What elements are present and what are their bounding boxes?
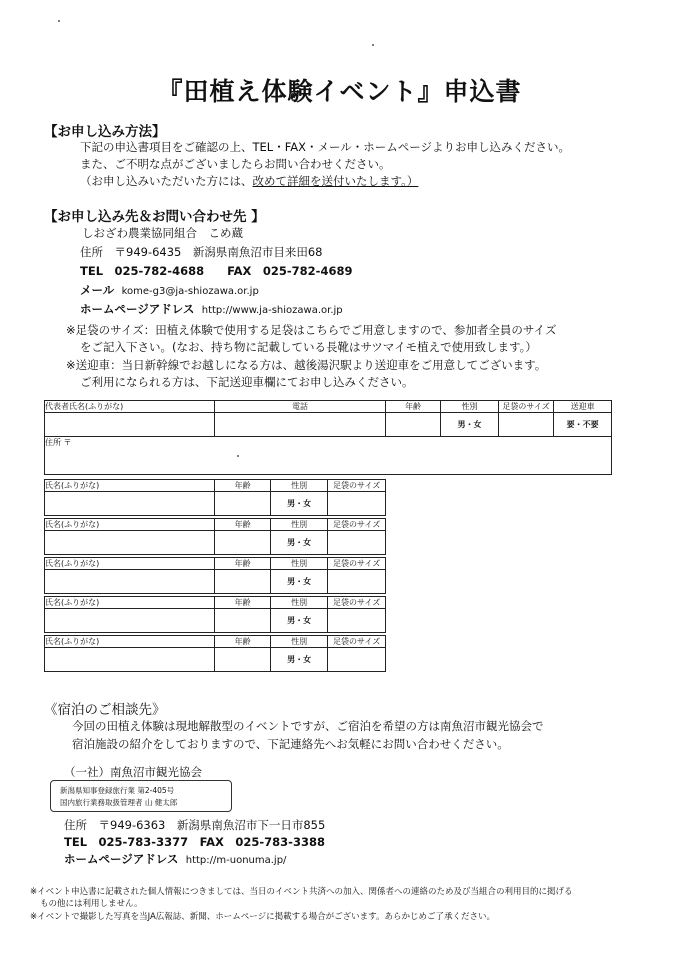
participant-tabi-field[interactable] xyxy=(328,492,386,516)
participant-name-field[interactable] xyxy=(45,609,215,633)
participant-tabi-field[interactable] xyxy=(328,570,386,594)
participant-age-field[interactable] xyxy=(215,609,271,633)
tabi-header: 足袋のサイズ xyxy=(498,401,554,413)
shuttle-header: 送迎車 xyxy=(554,401,612,413)
participant-table-4 xyxy=(44,596,386,633)
contact-heading: 【お申し込み先＆お問い合わせ先 】 xyxy=(44,209,265,225)
page-title: 『田植え体験イベント』申込書 xyxy=(157,77,522,106)
participant-age-label: 年齢 xyxy=(215,519,271,531)
contact-tel-fax: TEL 025-782-4688 FAX 025-782-4689 xyxy=(80,264,353,278)
participant-gender-label: 性別 xyxy=(270,480,328,492)
note-bus-1: ※送迎車：当日新幹線でお越しになる方は、越後湯沢駅より送迎車をご用意してございます。 xyxy=(66,358,547,372)
participant-gender-label: 性別 xyxy=(270,636,328,648)
participant-gender-label: 性別 xyxy=(270,558,328,570)
gender-header: 性別 xyxy=(441,401,499,413)
participant-tabi-label: 足袋のサイズ xyxy=(328,480,386,492)
participant-tabi-field[interactable] xyxy=(328,648,386,672)
rep-gender-options[interactable]: 男・女 xyxy=(441,413,499,437)
footer-note-1: ※イベント申込書に記載された個人情報につきましては、当日のイベント共済への加入、関係者への連絡のため及び当組合の利用目的に掲げる xyxy=(30,887,573,897)
rep-name-header: 代表者氏名(ふりがな) xyxy=(45,401,215,413)
participant-name-label: 氏名(ふりがな) xyxy=(45,558,215,570)
representative-table xyxy=(44,400,612,475)
participant-age-field[interactable] xyxy=(215,492,271,516)
note-bus-2: ご利用になられる方は、下記送迎車欄にてお申し込みください。 xyxy=(80,375,414,389)
footer-note-3: ※イベントで撮影した写真を当JA広報誌、新聞、ホームページに掲載する場合がございます。あらかじめご了承ください。 xyxy=(30,912,495,922)
note-tabi-2: をご記入下さい。(なお、持ち物に記載している長靴はサツマイモ植えで使用致します。） xyxy=(80,340,537,354)
lodging-heading: 《宿泊のご相談先》 xyxy=(44,702,166,718)
participant-age-label: 年齢 xyxy=(215,480,271,492)
participant-name-label: 氏名(ふりがな) xyxy=(45,519,215,531)
mail-label: メール xyxy=(80,283,115,297)
contact-address: 住所 〒949-6435 新潟県南魚沼市目来田68 xyxy=(80,245,323,259)
participant-tabi-label: 足袋のサイズ xyxy=(328,519,386,531)
participant-name-field[interactable] xyxy=(45,648,215,672)
participant-name-label: 氏名(ふりがな) xyxy=(45,636,215,648)
method-heading: 【お申し込み方法】 xyxy=(44,124,166,140)
address-field[interactable]: 住所 〒 xyxy=(45,437,612,475)
participant-gender-options[interactable]: 男・女 xyxy=(270,648,328,672)
mail-address: kome-g3@ja-shiozawa.or.jp xyxy=(121,286,259,297)
web-label: ホームページアドレス xyxy=(80,302,195,316)
age-header: 年齢 xyxy=(385,401,441,413)
shuttle-options[interactable]: 要・不要 xyxy=(554,413,612,437)
participant-table-3 xyxy=(44,557,386,594)
method-line-1: 下記の申込書項目をご確認の上、TEL・FAX・メール・ホームページよりお申し込みください。 xyxy=(80,140,571,154)
lodging-web-address: http://m-uonuma.jp/ xyxy=(185,855,287,866)
participant-tabi-label: 足袋のサイズ xyxy=(328,558,386,570)
license-line-2: 国内旅行業務取扱管理者 山 健太郎 xyxy=(60,798,178,807)
contact-mail-row xyxy=(80,282,259,298)
method-line-3-text: （お申し込みいただいた方には、 xyxy=(80,174,253,188)
participant-gender-options[interactable]: 男・女 xyxy=(270,492,328,516)
participant-tabi-label: 足袋のサイズ xyxy=(328,636,386,648)
participant-name-field[interactable] xyxy=(45,531,215,555)
license-line-1: 新潟県知事登録旅行業 第2-405号 xyxy=(60,786,175,795)
participant-table-2 xyxy=(44,518,386,555)
participant-age-label: 年齢 xyxy=(215,558,271,570)
participant-age-field[interactable] xyxy=(215,531,271,555)
rep-tabi-field[interactable] xyxy=(498,413,554,437)
participant-age-label: 年齢 xyxy=(215,597,271,609)
participant-tabi-field[interactable] xyxy=(328,609,386,633)
lodging-line-2: 宿泊施設の紹介をしておりますので、下記連絡先へお気軽にお問い合わせください。 xyxy=(72,737,509,751)
participant-table-5 xyxy=(44,635,386,672)
rep-age-field[interactable] xyxy=(385,413,441,437)
lodging-web-label: ホームページアドレス xyxy=(64,852,179,866)
phone-field[interactable] xyxy=(215,413,385,437)
scan-speck xyxy=(372,44,374,46)
participant-tabi-label: 足袋のサイズ xyxy=(328,597,386,609)
method-line-3 xyxy=(80,173,418,189)
method-line-2: また、ご不明な点がございましたらお問い合わせください。 xyxy=(80,157,391,171)
phone-header: 電話 xyxy=(215,401,385,413)
lodging-tel-fax: TEL 025-783-3377 FAX 025-783-3388 xyxy=(64,835,325,849)
contact-web-row xyxy=(80,301,343,317)
lodging-org: （一社）南魚沼市観光協会 xyxy=(64,765,202,779)
participant-gender-options[interactable]: 男・女 xyxy=(270,531,328,555)
web-address: http://www.ja-shiozawa.or.jp xyxy=(201,305,343,316)
participant-name-field[interactable] xyxy=(45,492,215,516)
participant-name-label: 氏名(ふりがな) xyxy=(45,480,215,492)
participant-name-label: 氏名(ふりがな) xyxy=(45,597,215,609)
lodging-web-row xyxy=(64,851,286,867)
participant-gender-options[interactable]: 男・女 xyxy=(270,570,328,594)
participant-gender-label: 性別 xyxy=(270,597,328,609)
scan-speck xyxy=(58,20,60,22)
lodging-line-1: 今回の田植え体験は現地解散型のイベントですが、ご宿泊を希望の方は南魚沼市観光協会で xyxy=(72,719,544,733)
participant-gender-options[interactable]: 男・女 xyxy=(270,609,328,633)
participant-age-field[interactable] xyxy=(215,648,271,672)
participant-age-label: 年齢 xyxy=(215,636,271,648)
rep-name-field[interactable] xyxy=(45,413,215,437)
participant-age-field[interactable] xyxy=(215,570,271,594)
participant-name-field[interactable] xyxy=(45,570,215,594)
contact-org: しおざわ農業協同組合 こめ蔵 xyxy=(82,226,243,240)
note-tabi-1: ※足袋のサイズ：田植え体験で使用する足袋はこちらでご用意しますので、参加者全員のサイズ xyxy=(66,323,557,337)
participant-table-1 xyxy=(44,479,386,516)
participant-tabi-field[interactable] xyxy=(328,531,386,555)
method-line-3-underlined: 改めて詳細を送付いたします。） xyxy=(252,174,419,188)
participant-gender-label: 性別 xyxy=(270,519,328,531)
lodging-address: 住所 〒949-6363 新潟県南魚沼市下一日市855 xyxy=(64,818,326,832)
footer-note-2: もの他には利用しません。 xyxy=(40,899,143,909)
